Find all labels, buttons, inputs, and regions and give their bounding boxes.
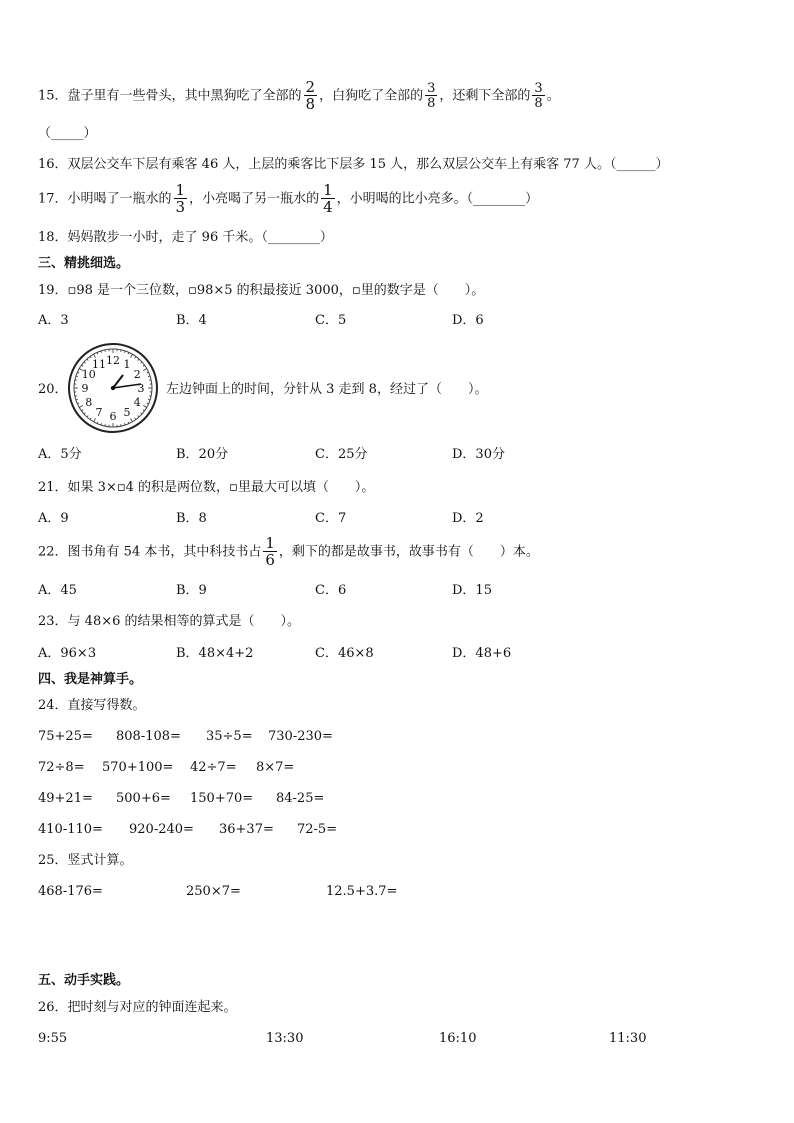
clock-number: 3 <box>137 382 145 395</box>
calc-item[interactable]: 49+21= <box>38 791 93 806</box>
fraction-1-4: $\frac{1}{4}$ <box>323 181 333 216</box>
question-25: 25．竖式计算。 <box>38 853 133 868</box>
time-label[interactable]: 11:30 <box>609 1031 647 1046</box>
calc-item[interactable]: 36+37= <box>219 822 274 837</box>
question-18: 18．妈妈散步一小时，走了 96 千米。（________） <box>38 230 333 245</box>
fraction-3-8-b: $\frac{3}{8}$ <box>534 81 543 111</box>
q21-option-d[interactable]: D．2 <box>452 511 484 526</box>
clock-number: 6 <box>109 410 117 423</box>
q19-option-c[interactable]: C．5 <box>315 313 347 328</box>
q19-option-d[interactable]: D．6 <box>452 313 484 328</box>
question-23: 23．与 48×6 的结果相等的算式是（ ）。 <box>38 614 301 629</box>
clock-icon <box>67 342 159 434</box>
clock-number: 10 <box>81 368 96 381</box>
vertical-calc-item[interactable]: 250×7= <box>186 884 241 899</box>
clock-number: 8 <box>85 396 93 409</box>
question-22: 22．图书角有 54 本书，其中科技书占 $\frac{1}{6}$ ，剩下的都是故事书，故事书有（ ）本。 <box>38 534 539 569</box>
fraction-1-3: $\frac{1}{3}$ <box>175 181 186 216</box>
calc-item[interactable]: 730-230= <box>268 729 333 744</box>
calc-item[interactable]: 84-25= <box>276 791 325 806</box>
time-label[interactable]: 16:10 <box>439 1031 477 1046</box>
q20-option-b[interactable]: B．20分 <box>176 447 229 462</box>
q23-option-d[interactable]: D．48+6 <box>452 646 512 661</box>
question-16: 16．双层公交车下层有乘客 46 人，上层的乘客比下层多 15 人，那么双层公交车上有乘客 77 人。（______） <box>38 157 669 172</box>
q23-option-a[interactable]: A．96×3 <box>38 646 97 661</box>
clock-number: 12 <box>106 354 120 367</box>
fraction-2-8: $\frac{2}{8}$ <box>305 78 316 113</box>
clock-number: 4 <box>133 396 141 409</box>
q19-option-a[interactable]: A．3 <box>38 313 69 328</box>
question-15 <box>38 80 560 112</box>
vertical-calc-item[interactable]: 468-176= <box>38 884 103 899</box>
calc-item[interactable]: 35÷5= <box>206 729 253 744</box>
clock-number: 9 <box>81 382 89 395</box>
question-26: 26．把时刻与对应的钟面连起来。 <box>38 1000 237 1015</box>
vertical-calc-item[interactable]: 12.5+3.7= <box>326 884 398 899</box>
q20-option-d[interactable]: D．30分 <box>452 447 505 462</box>
section-5-title: 五、动手实践。 <box>38 973 130 988</box>
clock-number: 2 <box>133 368 141 381</box>
clock-number: 5 <box>123 406 131 420</box>
q21-option-c[interactable]: C．7 <box>315 511 347 526</box>
calc-item[interactable]: 570+100= <box>102 760 174 775</box>
calc-item[interactable]: 150+70= <box>190 791 254 806</box>
calc-item[interactable]: 72÷8= <box>38 760 85 775</box>
q15-text-b: ，白狗吃了全部的 <box>319 88 424 104</box>
calc-item[interactable]: 500+6= <box>116 791 171 806</box>
section-3-title: 三、精挑细选。 <box>38 256 130 271</box>
time-label[interactable]: 13:30 <box>266 1031 304 1046</box>
q20-option-a[interactable]: A．5分 <box>38 447 82 462</box>
q21-option-a[interactable]: A．9 <box>38 511 69 526</box>
q15-text-c: ，还剩下全部的 <box>439 88 531 104</box>
calc-item[interactable]: 42÷7= <box>190 760 237 775</box>
fraction-1-6: $\frac{1}{6}$ <box>265 534 275 569</box>
question-24: 24．直接写得数。 <box>38 698 146 713</box>
section-4-title: 四、我是神算手。 <box>38 672 143 687</box>
clock-number: 11 <box>92 357 106 371</box>
q23-option-b[interactable]: B．48×4+2 <box>176 646 254 661</box>
question-20-number: 20． <box>38 382 68 397</box>
question-17: 17．小明喝了一瓶水的 $\frac{1}{3}$ ，小亮喝了另一瓶水的 $\frac{1}{4}$ ，小明喝的比小亮多。（________） <box>38 181 539 216</box>
question-21: 21．如果 3×▫4 的积是两位数，▫里最大可以填（ ）。 <box>38 480 375 495</box>
calc-item[interactable]: 72-5= <box>297 822 338 837</box>
q15-text-d: 。 <box>546 88 560 104</box>
q15-text-a: 15．盘子里有一些骨头，其中黑狗吃了全部的 <box>38 88 302 104</box>
q23-option-c[interactable]: C．46×8 <box>315 646 374 661</box>
q21-option-b[interactable]: B．8 <box>176 511 207 526</box>
q15-answer-blank[interactable]: （_____） <box>38 126 97 141</box>
question-19: 19．▫98 是一个三位数，▫98×5 的积最接近 3000，▫里的数字是（ ）。 <box>38 283 485 298</box>
clock-number: 1 <box>123 357 131 371</box>
calc-item[interactable]: 75+25= <box>38 729 93 744</box>
clock-number: 7 <box>95 406 103 420</box>
q22-option-d[interactable]: D．15 <box>452 583 492 598</box>
calc-item[interactable]: 920-240= <box>129 822 194 837</box>
calc-item[interactable]: 808-108= <box>116 729 181 744</box>
q22-option-a[interactable]: A．45 <box>38 583 77 598</box>
calc-item[interactable]: 8×7= <box>256 760 295 775</box>
calc-item[interactable]: 410-110= <box>38 822 103 837</box>
q22-option-b[interactable]: B．9 <box>176 583 207 598</box>
q20-option-c[interactable]: C．25分 <box>315 447 368 462</box>
fraction-3-8-a: $\frac{3}{8}$ <box>427 81 436 111</box>
q22-option-c[interactable]: C．6 <box>315 583 347 598</box>
question-20-text: 左边钟面上的时间，分针从 3 走到 8，经过了（ ）。 <box>166 382 488 397</box>
time-label[interactable]: 9:55 <box>38 1031 68 1046</box>
q19-option-b[interactable]: B．4 <box>176 313 207 328</box>
